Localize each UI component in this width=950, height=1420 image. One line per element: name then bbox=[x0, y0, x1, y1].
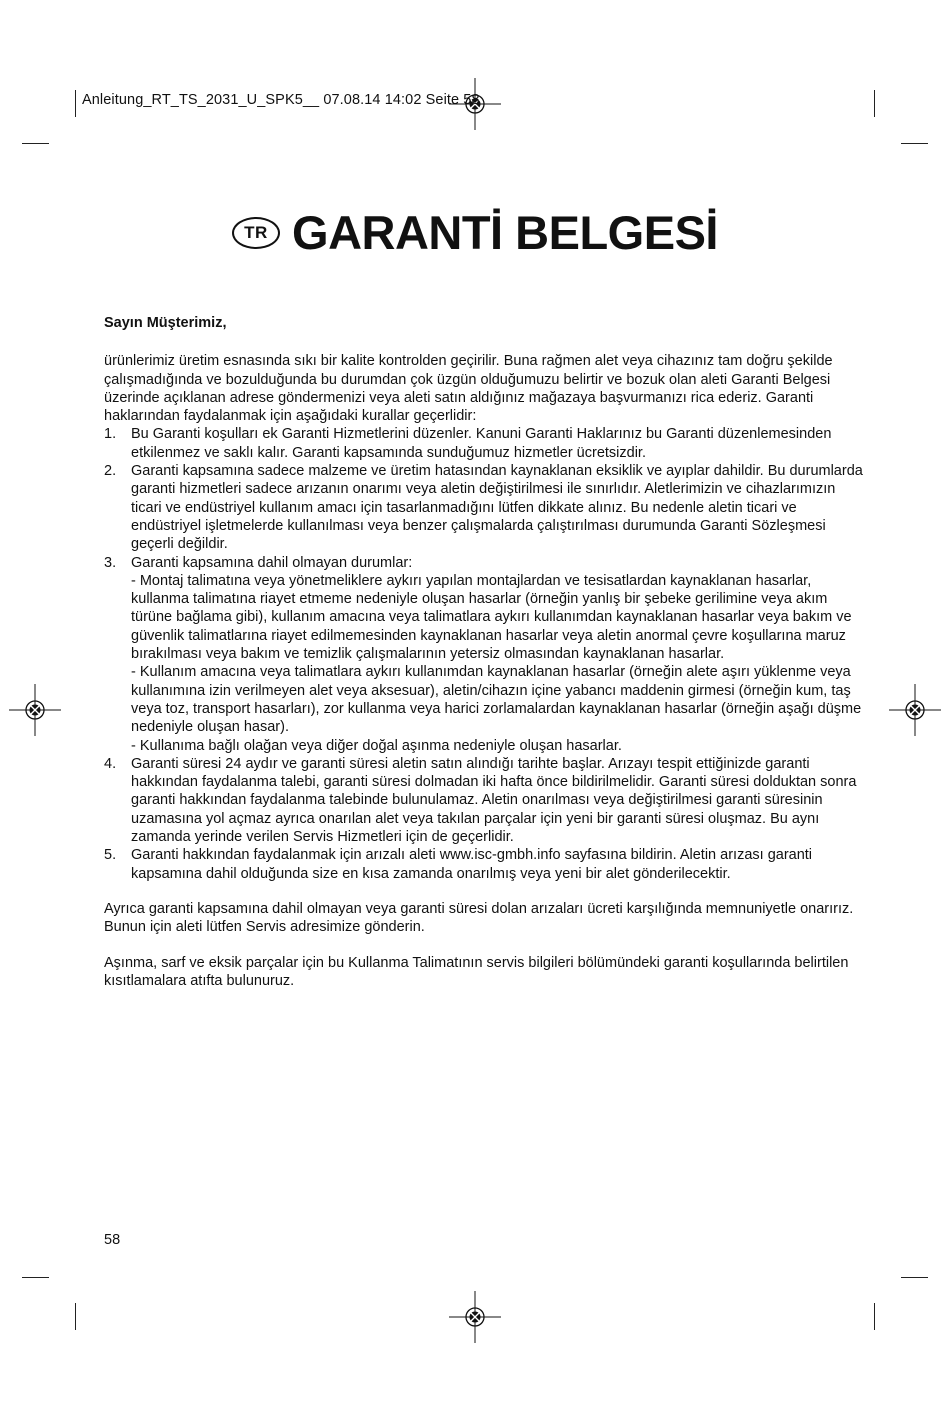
crop-mark-top-right-horizontal bbox=[901, 143, 928, 144]
salutation: Sayın Müşterimiz, bbox=[104, 315, 227, 331]
crop-mark-bottom-left-horizontal bbox=[22, 1277, 49, 1278]
list-number: 2. bbox=[104, 463, 117, 480]
list-item-text: Bu Garanti koşulları ek Garanti Hizmetlerini düzenler. Kanuni Garanti Haklarınız bu Garanti düzenlemesinden etkilenmez ve saklı kalır. Garanti kapsamında sunduğumuz hizmetler ücretsizdir. bbox=[131, 426, 832, 461]
title-text: GARANTİ BELGESİ bbox=[292, 206, 718, 259]
title-group bbox=[232, 205, 718, 260]
language-badge: TR bbox=[232, 217, 280, 249]
document-body bbox=[104, 314, 864, 990]
crop-mark-bottom-left-vertical bbox=[75, 1303, 76, 1330]
crop-mark-top-left-vertical bbox=[75, 90, 76, 117]
list-number: 3. bbox=[104, 554, 117, 571]
list-item bbox=[104, 755, 864, 846]
closing-paragraph-2: Aşınma, sarf ve eksik parçalar için bu Kullanma Talimatının servis bilgileri bölümündeki garanti koşullarında belirtilen kısıtlamalara atıfta bulunuruz. bbox=[104, 954, 849, 989]
crop-mark-top-left-horizontal bbox=[22, 143, 49, 144]
list-subitem-text: - Kullanıma bağlı olağan veya diğer doğal aşınma nedeniyle oluşan hasarlar. bbox=[131, 737, 622, 754]
crop-mark-bottom-right-vertical bbox=[874, 1303, 875, 1330]
crop-mark-top-right-vertical bbox=[874, 90, 875, 117]
list-item-text: Garanti kapsamına sadece malzeme ve üretim hatasından kaynaklanan eksiklik ve ayıplar dahildir. Bu durumlarda garanti hizmetleri sadece arızanın onarımı veya aletin değiştirilmesi ile sınırlıdır. Aletlerimizin ve cihazlarımızın ticari ve endüstriyel kullanım amacı için tasarlanmadığını lütfen dikkate alınız. Bu nedenle aletin ticari ve endüstriyel işletmelerde kullanılması veya benzer çalışmalarda çalıştırılması durumunda Garanti Sözleşmesi geçerli değildir. bbox=[131, 463, 863, 553]
registration-mark-bottom-icon bbox=[449, 1291, 501, 1343]
list-item bbox=[104, 554, 864, 755]
registration-mark-right-icon bbox=[889, 684, 941, 736]
list-item bbox=[104, 846, 864, 883]
closing-paragraph-1: Ayrıca garanti kapsamına dahil olmayan veya garanti süresi dolan arızaları ücreti karşılığında memnuniyetle onarırız. Bunun için aleti lütfen Servis adresimize gönderin. bbox=[104, 900, 854, 936]
list-item-text: Garanti süresi 24 aydır ve garanti süresi aletin satın alındığı tarihte başlar. Arızayı tespit ettiğinizde garanti hakkından faydalanma talebi, garanti süresi dolmadan iki hafta önce bildirilmelidir. Garanti süresi dolduktan sonra garanti hakkından faydalanma talebinde bulunulamaz. Aletin onarılması veya değiştirilmesi garanti süresinin uzamasına yol açmaz ayrıca onarılan alet veya takılan parçalar için yeni bir garanti süresi oluşmaz. Bu aynı zamanda yerinde verilen Servis Hizmetleri için de geçerlidir. bbox=[131, 755, 857, 846]
page-number: 58 bbox=[104, 1232, 121, 1248]
crop-mark-bottom-right-horizontal bbox=[901, 1277, 928, 1278]
list-item bbox=[104, 425, 864, 462]
page-title bbox=[0, 205, 950, 260]
list-number: 4. bbox=[104, 755, 117, 772]
print-slug: Anleitung_RT_TS_2031_U_SPK5__ 07.08.14 14:02 Seite 58 bbox=[82, 92, 480, 108]
registration-mark-left-icon bbox=[9, 684, 61, 736]
list-subitem-text: - Kullanım amacına veya talimatlara aykırı kullanımdan kaynaklanan hasarlar (örneğin alete aşırı yüklenme veya kullanımına izin verilmeyen alet veya aksesuar), aletin/cihazın içine yabancı maddenin girmesi (örneğin kum, taş veya toz, transport hasarları), zor kullanma veya harici zorlamalardan kaynaklanan hasarlar (örneğin aşağı düşme nedeniyle oluşan hasar). bbox=[131, 664, 862, 736]
warranty-conditions-list bbox=[104, 425, 864, 882]
intro-paragraph: ürünlerimiz üretim esnasında sıkı bir kalite kontrolden geçirilir. Buna rağmen alet veya cihazınız tam doğru şekilde çalışmadığında ve bozulduğunda bu durumdan çok üzgün olduğumuzu belirtir ve bozuk olan aleti Garanti Belgesi üzerinde açıklanan adrese göndermenizi veya aleti satın aldığınız mağazaya başvurmanızı rica ederiz. Garanti haklarından faydalanmak için aşağıdaki kurallar geçerlidir: bbox=[104, 353, 833, 425]
list-item-text: Garanti kapsamına dahil olmayan durumlar: bbox=[131, 554, 413, 571]
list-number: 1. bbox=[104, 426, 117, 443]
list-subitem-text: - Montaj talimatına veya yönetmeliklere aykırı yapılan montajlardan ve tesisatlardan kaynaklanan hasarlar, kullanma talimatına riayet etmeme nedeniyle oluşan hasarlar (örneğin yanlış bir şebeke gerilimine veya akım türüne bağlama gibi), kullanım amacına veya talimatlara aykırı kullanımdan kaynaklanan hasarlar veya bakım ve güvenlik talimatlarına riayet edilmemesinden kaynaklanan hasarlar veya aletin anormal çevre koşullarına maruz bırakılması veya bakım ve temizlik çalışmalarının yetersiz olmasından kaynaklanan hasarlar. bbox=[131, 572, 852, 663]
list-item-text: Garanti hakkından faydalanmak için arızalı aleti www.isc-gmbh.info sayfasına bildirin. Aletin arızası garanti kapsamına dahil olduğunda size en kısa zamanda onarılmış veya yeni bir alet gönderilecektir. bbox=[131, 847, 813, 882]
list-number: 5. bbox=[104, 847, 117, 864]
list-item bbox=[104, 462, 864, 553]
